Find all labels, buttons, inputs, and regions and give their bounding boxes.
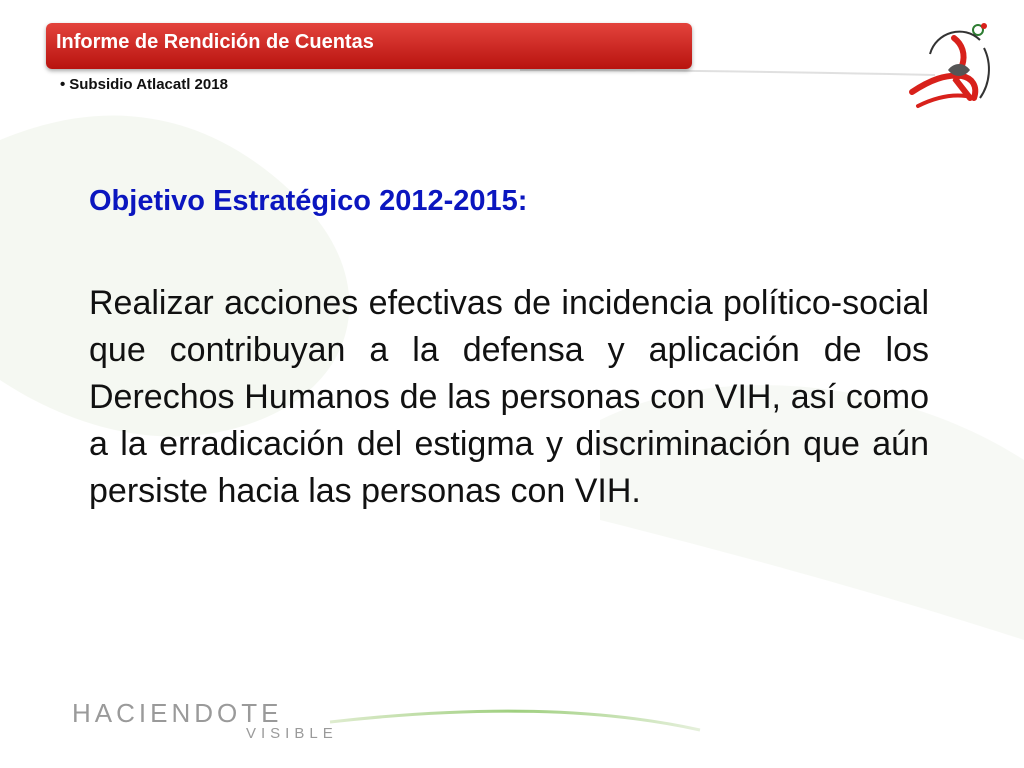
header-subtitle [60,76,228,93]
header-title: Informe de Rendición de Cuentas [56,31,374,53]
bullet: • [60,76,66,93]
red-ribbon-logo [900,14,1012,122]
footer-brand-sub: VISIBLE [246,725,338,742]
header-banner [46,23,692,69]
subtitle-text: Subsidio Atlacatl 2018 [69,76,228,93]
footer-brand: HACIENDOTE [72,698,283,728]
objective-heading: Objetivo Estratégico 2012-2015: [89,185,528,217]
objective-body: Realizar acciones efectivas de incidencia político-social que contribuyan a la defensa y aplicación de los Derechos Humanos de las personas con VIH, así como a la erradicación del estigma y discriminación que aún persiste hacia las personas con VIH. [89,284,929,510]
